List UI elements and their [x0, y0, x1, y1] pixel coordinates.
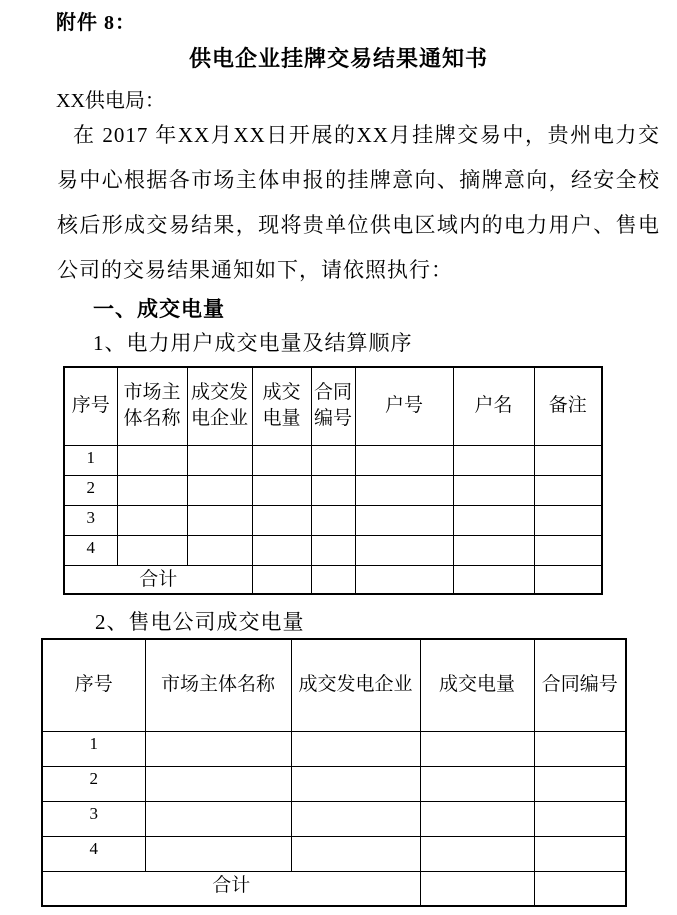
seq-cell: 2 — [42, 766, 145, 801]
seq-cell: 1 — [64, 445, 117, 475]
empty-cell — [355, 565, 453, 594]
empty-cell — [291, 766, 420, 801]
seq-cell: 4 — [42, 836, 145, 871]
empty-cell — [145, 731, 291, 766]
empty-cell — [117, 535, 187, 565]
power-user-volume-table — [63, 366, 603, 595]
total-label-cell: 合计 — [64, 565, 252, 594]
empty-cell — [534, 766, 626, 801]
empty-cell — [534, 475, 602, 505]
seq-cell: 4 — [64, 535, 117, 565]
empty-cell — [252, 475, 311, 505]
header-cell-account-no: 户号 — [355, 367, 453, 445]
empty-cell — [187, 505, 252, 535]
header-cell-generator: 成交发电企业 — [187, 367, 252, 445]
empty-cell — [252, 445, 311, 475]
empty-cell — [420, 836, 534, 871]
empty-cell — [534, 505, 602, 535]
total-label-cell: 合计 — [42, 871, 420, 906]
empty-cell — [534, 731, 626, 766]
empty-cell — [420, 801, 534, 836]
body-paragraph: 在 2017 年XX月XX日开展的XX月挂牌交易中，贵州电力交易中心根据各市场主体申报的挂牌意向、摘牌意向，经安全校核后形成交易结果，现将贵单位供电区域内的电力用户、售电公司的交易结果通知如下，请依照执行： — [57, 123, 660, 282]
empty-cell — [355, 535, 453, 565]
empty-cell — [534, 445, 602, 475]
empty-cell — [420, 871, 534, 906]
empty-cell — [534, 535, 602, 565]
header-cell-market-entity: 市场主体名称 — [117, 367, 187, 445]
table-header-row — [42, 639, 626, 731]
empty-cell — [453, 535, 534, 565]
salutation: XX供电局： — [56, 90, 165, 112]
empty-cell — [117, 445, 187, 475]
table-row — [64, 505, 602, 535]
empty-cell — [117, 475, 187, 505]
seq-cell: 3 — [42, 801, 145, 836]
empty-cell — [291, 731, 420, 766]
document-title: 供电企业挂牌交易结果通知书 — [188, 46, 488, 71]
empty-cell — [145, 801, 291, 836]
empty-cell — [420, 731, 534, 766]
table-total-row — [42, 871, 626, 906]
empty-cell — [145, 836, 291, 871]
header-cell-volume: 成交电量 — [420, 639, 534, 731]
seq-cell: 1 — [42, 731, 145, 766]
empty-cell — [534, 871, 626, 906]
table-header-row — [64, 367, 602, 445]
empty-cell — [534, 801, 626, 836]
table-row — [42, 801, 626, 836]
empty-cell — [534, 565, 602, 594]
empty-cell — [187, 535, 252, 565]
table-row — [42, 731, 626, 766]
empty-cell — [453, 505, 534, 535]
retail-company-volume-table — [41, 638, 627, 907]
empty-cell — [187, 445, 252, 475]
attachment-label: 附件 8： — [56, 12, 136, 34]
empty-cell — [311, 475, 355, 505]
subsection-heading-power-users: 1、电力用户成交电量及结算顺序 — [93, 331, 413, 355]
empty-cell — [117, 505, 187, 535]
header-cell-market-entity: 市场主体名称 — [145, 639, 291, 731]
seq-cell: 3 — [64, 505, 117, 535]
empty-cell — [453, 565, 534, 594]
empty-cell — [453, 445, 534, 475]
empty-cell — [311, 565, 355, 594]
header-cell-remark: 备注 — [534, 367, 602, 445]
table-row — [42, 766, 626, 801]
header-cell-seq: 序号 — [64, 367, 117, 445]
table-total-row — [64, 565, 602, 594]
header-cell-volume: 成交电量 — [252, 367, 311, 445]
empty-cell — [311, 445, 355, 475]
empty-cell — [355, 445, 453, 475]
empty-cell — [311, 505, 355, 535]
table-row — [64, 445, 602, 475]
empty-cell — [252, 535, 311, 565]
empty-cell — [145, 766, 291, 801]
empty-cell — [291, 801, 420, 836]
header-cell-contract-no: 合同编号 — [311, 367, 355, 445]
table-row — [64, 535, 602, 565]
table-row — [64, 475, 602, 505]
empty-cell — [252, 565, 311, 594]
header-cell-contract-no: 合同编号 — [534, 639, 626, 731]
header-cell-generator: 成交发电企业 — [291, 639, 420, 731]
empty-cell — [291, 836, 420, 871]
header-cell-seq: 序号 — [42, 639, 145, 731]
section-heading-volume: 一、成交电量 — [93, 297, 225, 321]
seq-cell: 2 — [64, 475, 117, 505]
empty-cell — [187, 475, 252, 505]
empty-cell — [420, 766, 534, 801]
empty-cell — [355, 475, 453, 505]
empty-cell — [355, 505, 453, 535]
empty-cell — [311, 535, 355, 565]
empty-cell — [534, 836, 626, 871]
subsection-heading-retail-companies: 2、售电公司成交电量 — [95, 610, 305, 634]
empty-cell — [252, 505, 311, 535]
empty-cell — [453, 475, 534, 505]
table-row — [42, 836, 626, 871]
header-cell-account-name: 户名 — [453, 367, 534, 445]
